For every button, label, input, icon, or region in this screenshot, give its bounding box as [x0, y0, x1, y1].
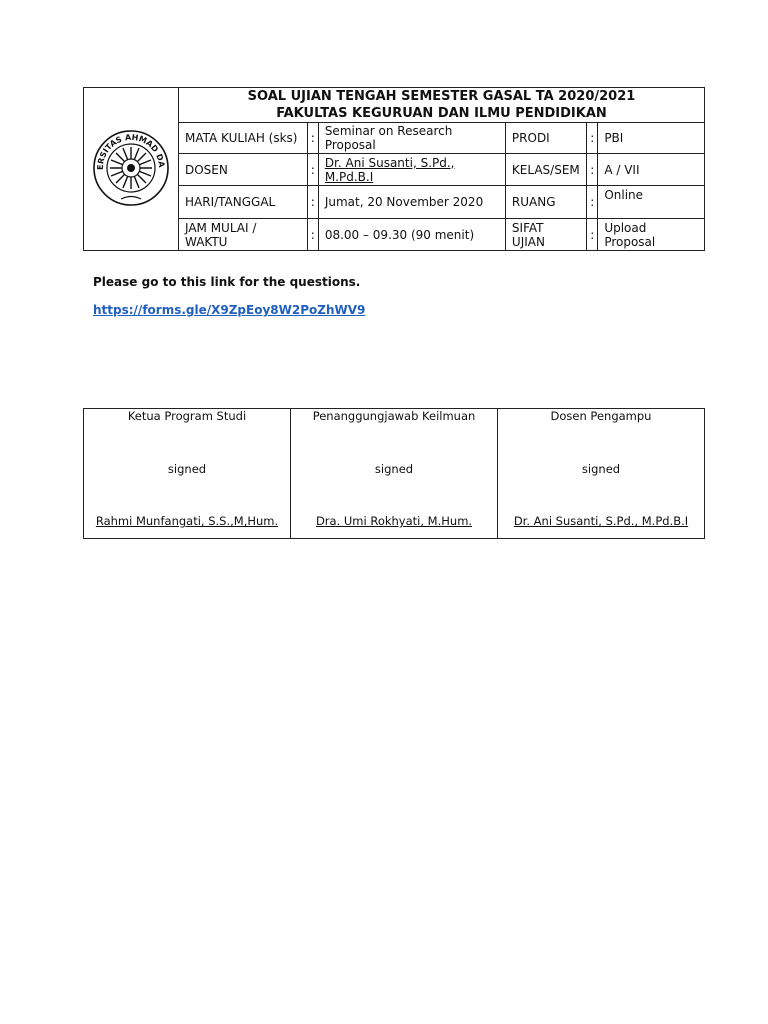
signature-table: [83, 408, 705, 539]
signature-name: Rahmi Munfangati, S.S.,M,Hum.: [95, 514, 279, 528]
label-room: RUANG: [505, 186, 586, 219]
questions-link[interactable]: https://forms.gle/X9ZpEoy8W2PoZhWV9: [93, 303, 366, 317]
value-date: Jumat, 20 November 2020: [318, 186, 505, 219]
signature-status: signed: [167, 462, 207, 476]
separator: :: [307, 219, 318, 251]
signature-name: Dra. Umi Rokhyati, M.Hum.: [315, 514, 473, 528]
signature-block-lecturer: [498, 409, 705, 539]
value-program: PBI: [598, 123, 705, 154]
instruction-text: Please go to this link for the questions.: [93, 275, 361, 289]
separator: :: [307, 186, 318, 219]
value-exam-type: Upload Proposal: [598, 219, 705, 251]
separator: :: [307, 123, 318, 154]
signature-role: Dosen Pengampu: [550, 409, 652, 423]
label-lecturer: DOSEN: [179, 154, 308, 186]
signature-status: signed: [581, 462, 621, 476]
label-program: PRODI: [505, 123, 586, 154]
signature-status: signed: [374, 462, 414, 476]
label-course: MATA KULIAH (sks): [179, 123, 308, 154]
value-time: 08.00 – 09.30 (90 menit): [318, 219, 505, 251]
separator: :: [587, 219, 598, 251]
exam-title: [179, 88, 705, 123]
title-line-2: FAKULTAS KEGURUAN DAN ILMU PENDIDIKAN: [276, 106, 607, 121]
separator: :: [587, 123, 598, 154]
signature-role: Ketua Program Studi: [127, 409, 247, 423]
university-logo-cell: [84, 88, 179, 251]
value-room: Online: [598, 186, 705, 219]
value-class: A / VII: [598, 154, 705, 186]
exam-header-table: [83, 87, 705, 251]
label-time: JAM MULAI / WAKTU: [179, 219, 308, 251]
separator: :: [587, 154, 598, 186]
value-course: Seminar on Research Proposal: [318, 123, 505, 154]
signature-name: Dr. Ani Susanti, S.Pd., M.Pd.B.I: [513, 514, 689, 528]
signature-block-scientific: [291, 409, 498, 539]
separator: :: [307, 154, 318, 186]
separator: :: [587, 186, 598, 219]
university-seal-icon: [91, 128, 171, 208]
signature-role: Penanggungjawab Keilmuan: [312, 409, 476, 423]
signature-block-head: [84, 409, 291, 539]
logo-text: ERSITAS AHMAD DA: [95, 132, 167, 170]
label-date: HARI/TANGGAL: [179, 186, 308, 219]
label-class: KELAS/SEM: [505, 154, 586, 186]
label-exam-type: SIFAT UJIAN: [505, 219, 586, 251]
value-lecturer: Dr. Ani Susanti, S.Pd., M.Pd.B.I: [318, 154, 505, 186]
title-line-1: SOAL UJIAN TENGAH SEMESTER GASAL TA 2020/2021: [247, 89, 636, 104]
